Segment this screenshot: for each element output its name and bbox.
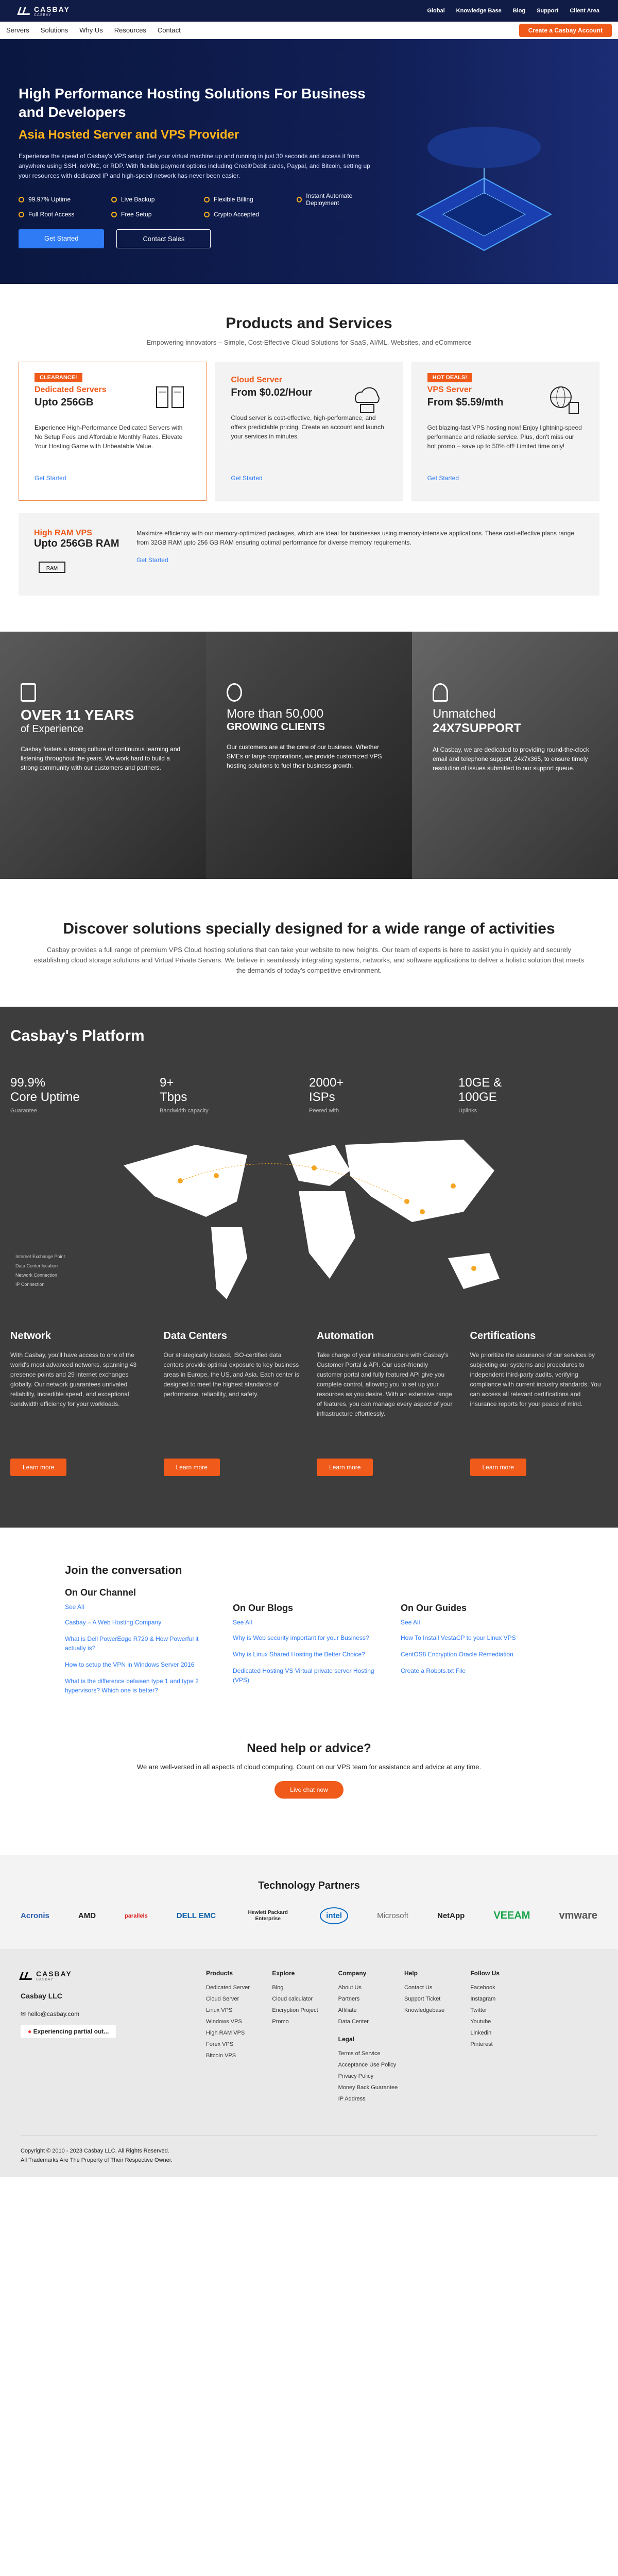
- footer-follow: Follow Us Facebook Instagram Twitter Youtube Linkedin Pinterest: [470, 1970, 531, 2105]
- footer-link[interactable]: Dedicated Server: [206, 1985, 250, 1991]
- partner-logo-intel: intel: [320, 1907, 348, 1924]
- partner-logo-amd: AMD: [78, 1911, 96, 1920]
- check-icon: [297, 197, 302, 202]
- nav-solutions[interactable]: Solutions: [40, 26, 68, 34]
- map-legend: Internet Exchange Point Data Center location Network Connection IP Connection: [15, 1254, 65, 1287]
- check-icon: [204, 197, 210, 202]
- logo-icon: [21, 1972, 32, 1979]
- footer-logo[interactable]: CASBAY CASBAY: [21, 1970, 201, 1981]
- brand-logo[interactable]: CASBAY CASBAY: [19, 5, 70, 17]
- footer-link[interactable]: Knowledgebase: [404, 2007, 445, 2013]
- check-icon: [111, 212, 117, 217]
- check-icon: [111, 197, 117, 202]
- article-link[interactable]: Why is Linux Shared Hosting the Better Choice?: [233, 1651, 365, 1658]
- footer-company: Company About Us Partners Affiliate Data Center Legal Terms of Service Acceptance Use Policy Privacy Policy Money Back Guarantee IP Address: [338, 1970, 399, 2105]
- stat-support: Unmatched 24X7SUPPORT At Casbay, we are dedicated to providing round-the-clock email and telephone support, 24x7x365, to ensure timely resolution of issues submitted to our support queue.: [412, 632, 618, 879]
- footer-link[interactable]: Terms of Service: [338, 2050, 381, 2057]
- feature-item: Crypto Accepted: [204, 211, 286, 218]
- hero-description: Experience the speed of Casbay's VPS setup! Get your virtual machine up and running in just 30 seconds and access it from anywhere using SSH, noVNC, or RDP. With flexible payment options including Credit/Debit cards, Paypal, and Bitcoin, setting up your resources with dedicated IP and high-speed network has never been easier.: [19, 152, 370, 179]
- partner-logo-netapp: NetApp: [437, 1911, 465, 1920]
- product-card-high-ram[interactable]: High RAM VPS Upto 256GB RAM RAM Maximize efficiency with our memory-optimized packages, which are ideal for businesses using memory-intensive applications. These cost-effective plans range from 32GB RAM upto 256 GB RAM ensuring optimal performance for diverse memory requirements. Get Started: [19, 513, 599, 596]
- guides-column: On Our Guides See All How To Install VestaCP to your Linux VPS CentOS8 Encryption Oracle Remediation Create a Robots.txt File: [401, 1587, 553, 1695]
- conversation-title: Join the conversation: [65, 1564, 182, 1577]
- document-icon: [21, 683, 36, 702]
- product-card-dedicated[interactable]: CLEARANCE! Dedicated Servers Upto 256GB Experience High-Performance Dedicated Servers with No Setup Fees and Affordable Monthly Rates. Elevate Your Hosting Game with Unbeatable Value. Get Started: [19, 362, 207, 501]
- footer-link[interactable]: IP Address: [338, 2096, 366, 2102]
- footer-link[interactable]: Data Center: [338, 2019, 369, 2025]
- get-started-link[interactable]: Get Started: [35, 474, 66, 482]
- conversation-section: [0, 1528, 618, 1695]
- kpi-uptime: 99.9% Core Uptime Guarantee: [10, 1076, 80, 1114]
- footer-link[interactable]: Encryption Project: [272, 2007, 318, 2013]
- headset-icon: [433, 683, 448, 702]
- get-started-link[interactable]: Get Started: [231, 474, 263, 482]
- footer-explore: Explore Blog Cloud calculator Encryption Project Promo: [272, 1970, 333, 2105]
- products-section: [0, 284, 618, 596]
- partner-logo-veeam: VEEAM: [493, 1910, 530, 1921]
- footer-brand: CASBAY CASBAY Casbay LLC ✉ hello@casbay.com ● Experiencing partial out...: [21, 1970, 201, 2105]
- copyright: Copyright © 2010 - 2023 Casbay LLC. All Rights Reserved. All Trademarks Are The Property of Their Respective Owner.: [21, 2136, 597, 2165]
- hero-title: High Performance Hosting Solutions For Business and Developers: [19, 86, 366, 120]
- kpi-isps: 2000+ ISPs Peered with: [309, 1076, 344, 1114]
- instagram-link[interactable]: Instagram: [470, 1996, 496, 2002]
- channel-column: On Our Channel See All Casbay – A Web Hosting Company What is Dell PowerEdge R720 & How Powerful it actually is? How to setup the VPN in Windows Server 2016 What is the difference between type 1 and type 2 hypervisors? Which one is better?: [65, 1587, 217, 1695]
- stats-section: [0, 632, 618, 879]
- main-nav: [0, 22, 618, 39]
- footer-link[interactable]: Forex VPS: [206, 2041, 234, 2047]
- kpi-uplinks: 10GE & 100GE Uplinks: [458, 1076, 502, 1114]
- email-link[interactable]: ✉ hello@casbay.com: [21, 2010, 80, 2018]
- clearance-badge: CLEARANCE!: [35, 373, 82, 382]
- support-link[interactable]: Support: [537, 8, 559, 14]
- footer-link[interactable]: Affiliate: [338, 2007, 357, 2013]
- stat-clients: More than 50,000 GROWING CLIENTS Our customers are at the core of our business. Whether SMEs or large corporations, we provide customized VPS hosting solutions to fuel their business growth.: [206, 632, 412, 879]
- partner-logo-microsoft: Microsoft: [377, 1911, 408, 1920]
- learn-more-button[interactable]: Learn more: [470, 1459, 526, 1476]
- article-link[interactable]: What is Dell PowerEdge R720 & How Powerful it actually is?: [65, 1635, 199, 1652]
- footer-link[interactable]: Promo: [272, 2019, 289, 2025]
- article-link[interactable]: How To Install VestaCP to your Linux VPS: [401, 1634, 516, 1641]
- nav-resources[interactable]: Resources: [114, 26, 146, 34]
- discover-description: Casbay provides a full range of premium VPS Cloud hosting solutions that can take your website to new heights. Our team of experts is here to assist you in quickly and securely establishing cloud storage solutions and Virtual Private Servers. We believe in seamlessly integrating systems, networks, and software applications to deliver a holistic solution that meets the demands of today's competitive environment.: [33, 946, 585, 974]
- feature-item: Instant Automate Deployment: [297, 192, 379, 207]
- product-card-vps[interactable]: HOT DEALS! VPS Server From $5.59/mth Get blazing-fast VPS hosting now! Enjoy lightning-speed performance and reliable service. Plus, don't miss our hot promo – save up to 50% off! Limited time only! Get Started: [411, 362, 599, 501]
- world-map-graphic: [93, 1124, 525, 1320]
- get-started-button[interactable]: Get Started: [19, 229, 104, 248]
- footer-link[interactable]: Support Ticket: [404, 1996, 441, 2002]
- learn-more-button[interactable]: Learn more: [164, 1459, 220, 1476]
- logo-icon: [19, 7, 30, 14]
- footer-link[interactable]: Money Back Guarantee: [338, 2084, 398, 2091]
- knowledge-base-link[interactable]: Knowledge Base: [456, 8, 502, 14]
- platform-section: [0, 1007, 618, 1528]
- feature-item: Free Setup: [111, 211, 194, 218]
- footer-link[interactable]: Partners: [338, 1996, 360, 2002]
- server-chip-illustration: [386, 116, 582, 271]
- footer-help: Help Contact Us Support Ticket Knowledgebase: [404, 1970, 465, 2105]
- globe-server-icon: [545, 382, 581, 418]
- global-link[interactable]: Global: [427, 8, 445, 14]
- youtube-link[interactable]: Youtube: [470, 2019, 491, 2025]
- feature-item: Full Root Access: [19, 211, 101, 218]
- product-card-cloud[interactable]: Cloud Server From $0.02/Hour Cloud server is cost-effective, high-performance, and offers predictable pricing. Create an account and launch your services in minutes. Get Started: [215, 362, 403, 501]
- hero-subtitle: Asia Hosted Server and VPS Provider: [19, 128, 239, 142]
- blog-link[interactable]: Blog: [512, 8, 526, 14]
- nav-servers[interactable]: Servers: [6, 26, 29, 34]
- footer-link[interactable]: About Us: [338, 1985, 362, 1991]
- article-link[interactable]: What is the difference between type 1 and type 2 hypervisors? Which one is better?: [65, 1677, 199, 1694]
- partners-title: Technology Partners: [258, 1880, 360, 1891]
- check-icon: [204, 212, 210, 217]
- footer-link[interactable]: High RAM VPS: [206, 2030, 245, 2036]
- get-started-link[interactable]: Get Started: [427, 474, 459, 482]
- footer-link[interactable]: Cloud Server: [206, 1996, 239, 2002]
- article-link[interactable]: Why is Web security important for your Business?: [233, 1634, 369, 1641]
- discover-section: [0, 879, 618, 996]
- get-started-link[interactable]: Get Started: [136, 556, 168, 564]
- learn-more-button[interactable]: Learn more: [317, 1459, 373, 1476]
- platform-title: Casbay's Platform: [10, 1027, 145, 1044]
- client-area-link[interactable]: Client Area: [570, 8, 599, 14]
- article-link[interactable]: Casbay – A Web Hosting Company: [65, 1619, 162, 1626]
- partner-logo-parallels: parallels: [125, 1912, 148, 1919]
- world-map: [15, 1124, 525, 1320]
- hot-deals-badge: HOT DEALS!: [427, 373, 472, 382]
- footer-link[interactable]: Privacy Policy: [338, 2073, 374, 2079]
- nav-why-us[interactable]: Why Us: [79, 26, 103, 34]
- article-link[interactable]: Create a Robots.txt File: [401, 1667, 466, 1674]
- feature-item: 99.97% Uptime: [19, 192, 101, 207]
- learn-more-button[interactable]: Learn more: [10, 1459, 66, 1476]
- platform-network: Network With Casbay, you'll have access to one of the world's most advanced networks, spanning 43 presence points and 29 internet exchanges globally. Our network guarantees unrivaled reliability, incredible speed, and exceptional bandwidth efficiency for your workloads. Learn more: [10, 1330, 148, 1476]
- footer-link[interactable]: Contact Us: [404, 1985, 433, 1991]
- see-all-link[interactable]: See All: [233, 1619, 252, 1626]
- feature-item: Live Backup: [111, 192, 194, 207]
- footer-link[interactable]: Bitcoin VPS: [206, 2053, 236, 2059]
- feature-item: Flexible Billing: [204, 192, 286, 207]
- article-link[interactable]: Dedicated Hosting VS Virtual private server Hosting (VPS): [233, 1667, 374, 1684]
- footer-link[interactable]: Windows VPS: [206, 2019, 242, 2025]
- create-account-button[interactable]: Create a Casbay Account: [519, 24, 612, 37]
- check-icon: [19, 212, 24, 217]
- partner-logo-hpe: Hewlett Packard Enterprise: [248, 1909, 288, 1922]
- article-link[interactable]: CentOS8 Encryption Oracle Remediation: [401, 1651, 513, 1658]
- linkedin-link[interactable]: Linkedin: [470, 2030, 492, 2036]
- mail-icon: ✉: [21, 2010, 28, 2018]
- cloud-server-icon: [349, 382, 385, 418]
- ram-chip-icon: [34, 557, 70, 578]
- server-rack-icon: [152, 382, 188, 418]
- stat-experience: OVER 11 YEARS of Experience Casbay fosters a strong culture of continuous learning and listening throughout the years. We work hard to build a strong community with our customers and partners.: [0, 632, 206, 879]
- nav-contact[interactable]: Contact: [157, 26, 181, 34]
- contact-sales-button[interactable]: Contact Sales: [116, 229, 211, 248]
- help-section: [0, 1695, 618, 1799]
- status-badge[interactable]: ● Experiencing partial out...: [21, 2025, 116, 2038]
- partner-logo-acronis: Acronis: [21, 1911, 49, 1920]
- help-title: Need help or advice?: [247, 1741, 371, 1755]
- see-all-link[interactable]: See All: [65, 1603, 84, 1611]
- section-subtitle: Empowering innovators – Simple, Cost-Effective Cloud Solutions for SaaS, AI/ML, Websites, and eCommerce: [146, 338, 472, 346]
- twitter-link[interactable]: Twitter: [470, 2007, 487, 2013]
- kpi-bandwidth: 9+ Tbps Bandwidth capacity: [160, 1076, 209, 1114]
- article-link[interactable]: How to setup the VPN in Windows Server 2016: [65, 1661, 195, 1668]
- footer: [0, 1949, 618, 2177]
- help-description: We are well-versed in all aspects of cloud computing. Count on our VPS team for assistance and advice at any time.: [136, 1763, 482, 1771]
- blogs-column: On Our Blogs See All Why is Web security important for your Business? Why is Linux Shared Hosting the Better Choice? Dedicated Hosting VS Virtual private server Hosting (VPS): [233, 1587, 385, 1695]
- platform-data-centers: Data Centers Our strategically located, ISO-certified data centers provide optimal exposure to key business areas in Europe, the US, and Asia. Each center is designed to meet the highest standards of performance, reliability, and safety. Learn more: [164, 1330, 302, 1476]
- see-all-link[interactable]: See All: [401, 1619, 420, 1626]
- footer-link[interactable]: Cloud calculator: [272, 1996, 313, 2002]
- footer-link[interactable]: Linux VPS: [206, 2007, 233, 2013]
- user-icon: [227, 683, 242, 702]
- hero: [0, 39, 618, 284]
- svg-text:RAM: RAM: [46, 566, 58, 571]
- footer-link[interactable]: Blog: [272, 1985, 284, 1991]
- partner-logo-dell-emc: DELL EMC: [176, 1911, 216, 1920]
- discover-title: Discover solutions specially designed for a wide range of activities: [63, 920, 555, 937]
- footer-products: Products Dedicated Server Cloud Server Linux VPS Windows VPS High RAM VPS Forex VPS Bitcoin VPS: [206, 1970, 267, 2105]
- topbar: [0, 0, 618, 22]
- partners-section: [0, 1855, 618, 1949]
- live-chat-button[interactable]: Live chat now: [274, 1781, 343, 1799]
- check-icon: [19, 197, 24, 202]
- facebook-link[interactable]: Facebook: [470, 1985, 495, 1991]
- platform-automation: Automation Take charge of your infrastructure with Casbay's Customer Portal & API. Our user-friendly customer portal and fully featured API give you complete control, allowing you to set up your resources as you desire. With an extensive range of features, you can manage every aspect of your infrastructure effortlessly. Learn more: [317, 1330, 455, 1476]
- footer-link[interactable]: Acceptance Use Policy: [338, 2062, 397, 2068]
- platform-certifications: Certifications We prioritize the assurance of our services by subjecting our systems and procedures to independent third-party audits, verifying compliance with current industry standards. You can access all relevant certifications and insurance reports for your peace of mind. Learn more: [470, 1330, 608, 1476]
- partner-logo-vmware: vmware: [559, 1910, 597, 1921]
- pinterest-link[interactable]: Pinterest: [470, 2041, 493, 2047]
- section-title: Products and Services: [226, 315, 392, 332]
